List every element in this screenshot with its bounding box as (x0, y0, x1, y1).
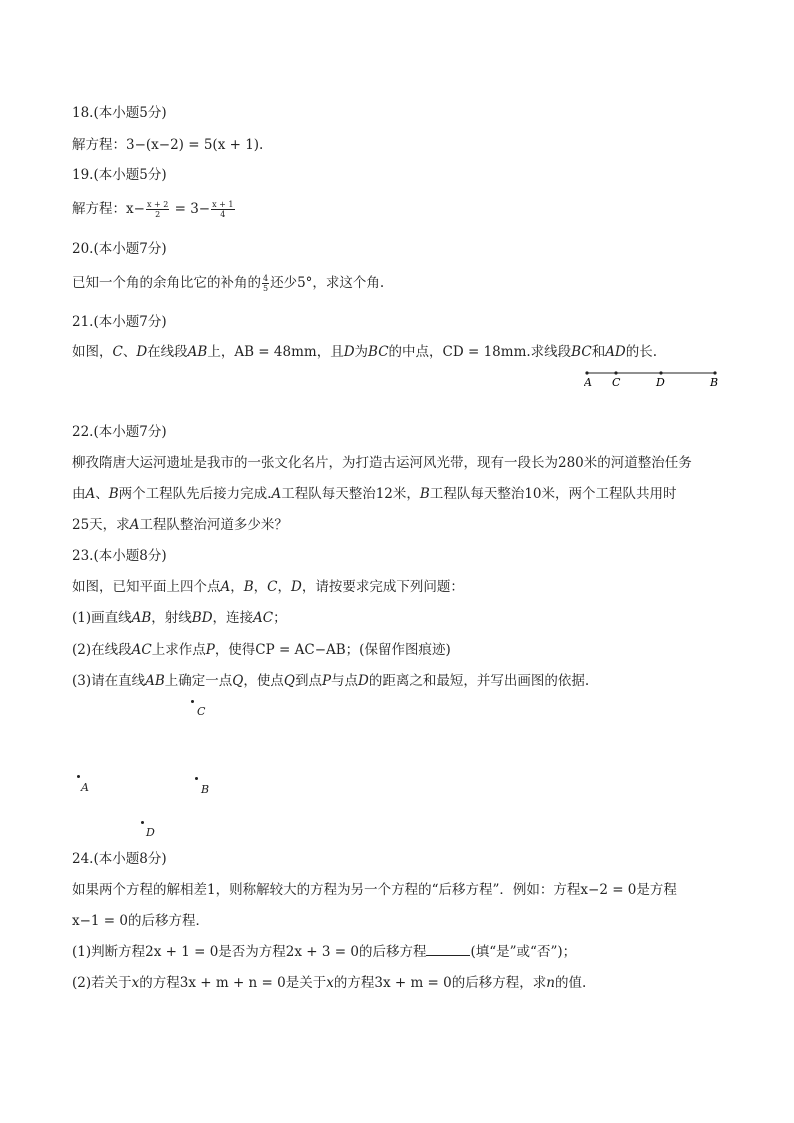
q23-point-c (191, 700, 194, 703)
q24-d5: n (546, 975, 555, 991)
q23-i0: 如图，已知平面上四个点 (72, 579, 221, 595)
q23-a5: AC (253, 610, 274, 626)
q21-t1: C (112, 344, 123, 360)
q22-line2 (72, 485, 677, 503)
q23-item2 (72, 641, 451, 659)
q21-t3: D (136, 344, 148, 360)
q23-i4: ， (253, 579, 268, 595)
segment-point-c (614, 371, 617, 374)
answer-blank[interactable] (426, 943, 470, 956)
q21-t10: 的中点，CD = 18mm.求线段 (388, 344, 572, 360)
segment-label-c: C (612, 376, 621, 389)
q20-post: 还少5°，求这个角. (270, 275, 385, 291)
segment-label-d: D (656, 376, 665, 389)
q22-l3-2: 工程队整治河道多少米？ (139, 517, 288, 533)
q19-frac1-num: x + 2 (146, 200, 169, 209)
q23-c6: 到点 (294, 673, 322, 689)
q24-item1-pre: (1)判断方程2x + 1 = 0是否为方程2x + 3 = 0的后移方程 (72, 944, 427, 960)
q24-d1: x (131, 975, 140, 991)
q21-header: 21.(本小题7分) (72, 314, 167, 330)
q20-fraction (262, 274, 269, 293)
q22-line1: 柳孜隋唐大运河遗址是我市的一张文化名片，为打造古运河风光带，现有一段长为280米的河道整治任务 (72, 455, 692, 471)
q24-line2: x−1 = 0的后移方程． (72, 913, 209, 929)
q24-d2: 的方程3x + m + n = 0是关于 (139, 975, 327, 991)
q22-header: 22.(本小题7分) (72, 424, 167, 440)
q23-a3: BD (191, 610, 213, 626)
q21-t14: 的长. (625, 344, 658, 360)
q24-line1: 如果两个方程的解相差1，则称解较大的方程为另一个方程的“后移方程”．例如：方程x−2 = 0是方程 (72, 882, 677, 898)
segment-point-d (659, 371, 662, 374)
q19-frac2-den: 4 (220, 210, 226, 219)
q23-i2: ， (230, 579, 244, 595)
q18-equation: 解方程：3−(x−2) = 5(x + 1). (72, 137, 264, 153)
q23-i8: ，请按要求完成下列问题： (301, 579, 464, 595)
q24-d6: 的值. (554, 975, 587, 991)
q23-b4: ，使得CP = AC−AB；(保留作图痕迹) (214, 642, 451, 658)
q23-i5: C (267, 579, 278, 595)
q23-point-d (141, 821, 144, 824)
q24-d0: (2)若关于 (72, 975, 132, 991)
q22-l2-7: B (419, 486, 430, 502)
q22-l2-6: 工程队每天整治12米， (281, 486, 420, 502)
q23-item3 (72, 672, 589, 690)
q23-b1: AC (131, 642, 152, 658)
q21-text (72, 343, 657, 361)
q23-point-b (195, 777, 198, 780)
q23-a0: (1)画直线 (72, 610, 132, 626)
q23-i3: B (243, 579, 254, 595)
q21-t8: 为 (354, 344, 369, 360)
q23-label-c: C (197, 705, 206, 718)
q20-frac-num: 4 (263, 274, 269, 283)
q19-frac1-den: 2 (155, 210, 161, 219)
q19-fraction-2 (211, 200, 234, 219)
q23-i7: D (291, 579, 302, 595)
q23-label-a: A (81, 781, 89, 794)
q23-intro (72, 578, 464, 596)
q23-label-b: B (201, 783, 210, 796)
q21-t2: 、 (122, 344, 137, 360)
q19-fraction-1 (146, 200, 169, 219)
q22-l2-5: A (271, 486, 282, 502)
q23-c9: D (358, 673, 369, 689)
segment-label-a: A (584, 376, 592, 389)
q22-line3 (72, 516, 288, 534)
q23-b3: P (205, 642, 215, 658)
q21-t13: AD (605, 344, 626, 360)
q23-c5: Q (283, 673, 295, 689)
q23-a6: ； (273, 610, 287, 626)
q23-b0: (2)在线段 (72, 642, 132, 658)
q24-d4: 的方程3x + m = 0的后移方程，求 (333, 975, 547, 991)
q24-item1-post: (填“是”或“否”)； (470, 944, 577, 960)
q22-l2-1: A (85, 486, 96, 502)
q24-d3: x (326, 975, 334, 991)
q23-header: 23.(本小题8分) (72, 548, 167, 564)
q23-i6: ， (277, 579, 292, 595)
q22-l2-3: B (108, 486, 119, 502)
segment-point-b (713, 371, 716, 374)
q22-l3-1: A (129, 517, 140, 533)
q23-item1 (72, 609, 287, 627)
q21-t6: 上，AB = 48mm，且 (207, 344, 344, 360)
segment-point-a (585, 371, 588, 374)
q24-item2 (72, 974, 586, 992)
q23-c3: Q (232, 673, 244, 689)
q23-a1: AB (131, 610, 152, 626)
q23-c4: ，使点 (243, 673, 284, 689)
q20-text (72, 274, 384, 293)
q21-t0: 如图， (72, 344, 113, 360)
q23-b2: 上求作点 (151, 642, 206, 658)
q23-point-a (77, 775, 80, 778)
q21-t12: 和 (591, 344, 606, 360)
q21-t5: AB (187, 344, 208, 360)
q19-mid: = 3− (170, 201, 211, 217)
q23-c2: 上确定一点 (164, 673, 233, 689)
q20-header: 20.(本小题7分) (72, 241, 167, 257)
q20-frac-den: 5 (263, 284, 269, 293)
q19-prefix: 解方程：x− (72, 201, 145, 217)
q23-a2: ，射线 (151, 610, 192, 626)
q23-a4: ，连接 (212, 610, 254, 626)
q23-c1: AB (145, 673, 165, 689)
q22-l2-8: 工程队每天整治10米，两个工程队共用时 (429, 486, 677, 502)
q22-l2-0: 由 (72, 486, 86, 502)
q19-equation (72, 200, 236, 219)
q21-line-segment-figure (584, 370, 724, 392)
q24-item1 (72, 943, 576, 961)
segment-label-b: B (710, 376, 719, 389)
q23-label-d: D (146, 826, 155, 839)
q21-t7: D (343, 344, 355, 360)
q22-l2-2: 、 (95, 486, 109, 502)
q21-t9: BC (368, 344, 389, 360)
q18-header: 18.(本小题5分) (72, 105, 167, 121)
q23-i1: A (220, 579, 231, 595)
q19-header: 19.(本小题5分) (72, 167, 167, 183)
q23-c7: P (321, 673, 332, 689)
q22-l3-0: 25天，求 (72, 517, 130, 533)
q23-c10: 的距离之和最短，并写出画图的依据. (368, 673, 590, 689)
q21-t11: BC (571, 344, 592, 360)
q22-l2-4: 两个工程队先后接力完成. (118, 486, 272, 502)
q24-header: 24.(本小题8分) (72, 851, 167, 867)
q20-pre: 已知一个角的余角比它的补角的 (72, 275, 261, 291)
q19-frac2-num: x + 1 (212, 200, 234, 209)
q23-c0: (3)请在直线 (72, 673, 146, 689)
q23-c8: 与点 (331, 673, 359, 689)
q21-t4: 在线段 (147, 344, 188, 360)
